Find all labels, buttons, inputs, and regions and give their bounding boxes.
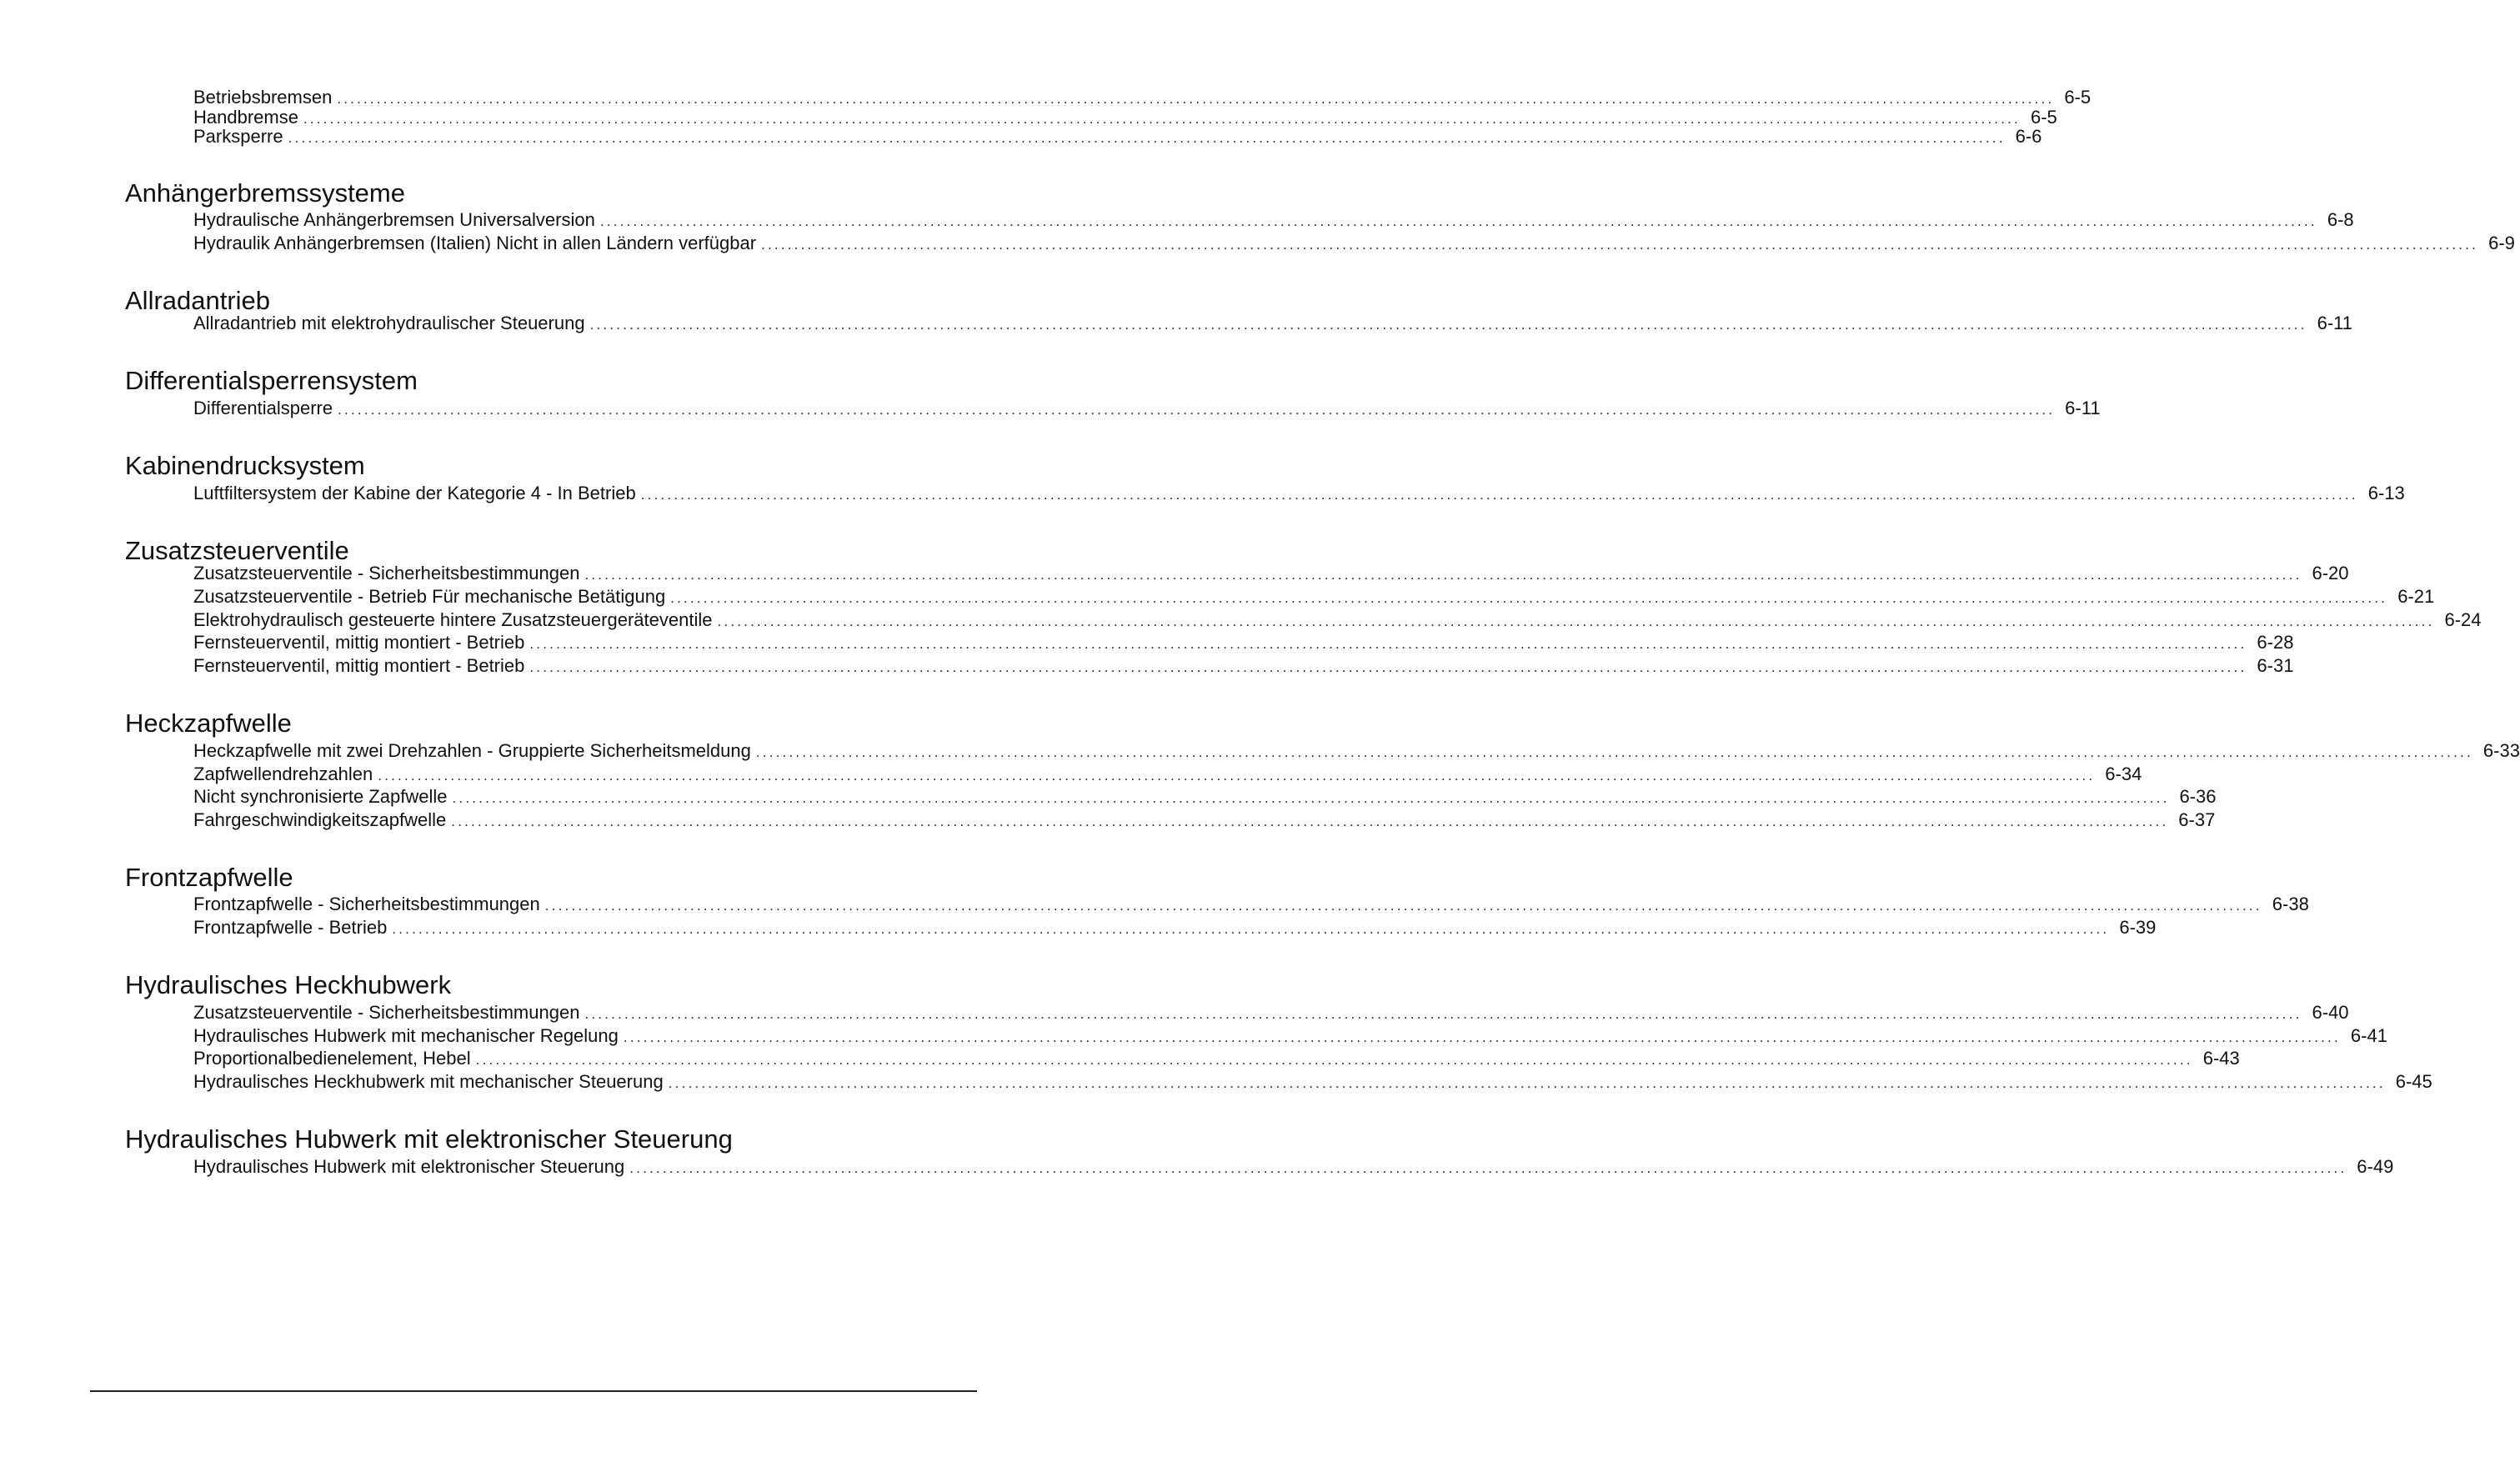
toc-entry-page-number: 6-41 (2350, 1025, 2387, 1046)
toc-entry-label: Hydraulisches Heckhubwerk mit mechanischer Steuerung (193, 1071, 664, 1092)
section-heading: Anhängerbremssysteme (125, 178, 405, 208)
toc-entry-label: Hydraulische Anhängerbremsen Universalversion (193, 209, 595, 230)
toc-entry[interactable] (193, 313, 2353, 334)
toc-entry-page-number: 6-5 (2064, 87, 2092, 108)
dot-leader: .................................................................................................................................................................................................................................................................... (717, 613, 2435, 629)
toc-entry-label: Frontzapfwelle - Sicherheitsbestimmungen (193, 894, 540, 914)
toc-entry[interactable] (193, 563, 2349, 584)
dot-leader: .................................................................................................................................................................................................................................................................... (584, 567, 2302, 583)
toc-entry-page-number: 6-33 (2482, 740, 2520, 761)
toc-entry-page-number: 6-39 (2119, 917, 2157, 938)
toc-entry[interactable] (193, 398, 2101, 419)
dot-leader: .................................................................................................................................................................................................................................................................... (623, 1029, 2341, 1045)
toc-entry[interactable] (193, 233, 2515, 254)
footer-rule (90, 1390, 977, 1392)
toc-entry-label: Betriebsbremsen (193, 87, 333, 108)
dot-leader: .................................................................................................................................................................................................................................................................... (451, 814, 2169, 829)
dot-leader: .................................................................................................................................................................................................................................................................... (755, 744, 2473, 760)
section-heading: Hydraulisches Hubwerk mit elektronischer Steuerung (125, 1124, 733, 1154)
toc-entry-label: Zusatzsteuerventile - Sicherheitsbestimmungen (193, 563, 580, 583)
toc-entry-label: Hydraulik Anhängerbremsen (Italien) Nicht in allen Ländern verfügbar (193, 233, 757, 253)
dot-leader: .................................................................................................................................................................................................................................................................... (640, 487, 2358, 503)
toc-entry[interactable] (193, 764, 2142, 785)
dot-leader: .................................................................................................................................................................................................................................................................... (337, 91, 2055, 107)
dot-leader: .................................................................................................................................................................................................................................................................... (589, 317, 2307, 333)
toc-entry-label: Nicht synchronisierte Zapfwelle (193, 786, 448, 807)
section-heading: Frontzapfwelle (125, 863, 293, 892)
toc-entry-label: Allradantrieb mit elektrohydraulischer Steuerung (193, 313, 585, 333)
toc-entry[interactable] (193, 809, 2216, 831)
dot-leader: .................................................................................................................................................................................................................................................................... (475, 1052, 2193, 1068)
toc-entry-label: Hydraulisches Hubwerk mit mechanischer Regelung (193, 1025, 619, 1046)
toc-entry-page-number: 6-5 (2030, 107, 2057, 128)
toc-entry-label: Fahrgeschwindigkeitszapfwelle (193, 809, 447, 830)
dot-leader: .................................................................................................................................................................................................................................................................... (584, 1006, 2302, 1022)
toc-entry[interactable] (193, 483, 2405, 504)
toc-entry[interactable] (193, 655, 2294, 677)
dot-leader: .................................................................................................................................................................................................................................................................... (629, 1160, 2347, 1176)
toc-entry-page-number: 6-21 (2397, 586, 2435, 607)
toc-entry-page-number: 6-20 (2312, 563, 2349, 583)
toc-entry-page-number: 6-38 (2272, 894, 2309, 914)
toc-entry-page-number: 6-43 (2202, 1048, 2240, 1069)
section-heading: Hydraulisches Heckhubwerk (125, 970, 452, 999)
section-heading: Heckzapfwelle (125, 708, 292, 738)
toc-entry[interactable] (193, 586, 2435, 608)
toc-entry[interactable] (193, 1071, 2432, 1093)
dot-leader: .................................................................................................................................................................................................................................................................... (378, 768, 2096, 784)
dot-leader: .................................................................................................................................................................................................................................................................... (452, 790, 2170, 806)
toc-entry[interactable] (193, 786, 2217, 808)
toc-entry-page-number: 6-28 (2257, 632, 2294, 653)
toc-entry-page-number: 6-13 (2367, 483, 2405, 503)
toc-entry[interactable] (193, 87, 2092, 108)
toc-entry-label: Luftfiltersystem der Kabine der Kategorie 4 - In Betrieb (193, 483, 636, 503)
toc-entry[interactable] (193, 609, 2482, 631)
dot-leader: .................................................................................................................................................................................................................................................................... (544, 898, 2262, 914)
toc-entry-page-number: 6-34 (2105, 764, 2142, 784)
dot-leader: .................................................................................................................................................................................................................................................................... (529, 659, 2247, 675)
toc-entry[interactable] (193, 632, 2294, 653)
toc-entry-page-number: 6-9 (2488, 233, 2515, 253)
section-heading: Allradantrieb (125, 286, 271, 315)
toc-entry-label: Elektrohydraulisch gesteuerte hintere Zusatzsteuergeräteventile (193, 609, 713, 630)
toc-entry-label: Fernsteuerventil, mittig montiert - Betrieb (193, 655, 525, 676)
toc-entry[interactable] (193, 126, 2042, 148)
toc-entry-label: Zusatzsteuerventile - Betrieb Für mechanische Betätigung (193, 586, 666, 607)
section-heading: Differentialsperrensystem (125, 366, 418, 395)
toc-entry-page-number: 6-24 (2444, 609, 2482, 630)
toc-entry-label: Zapfwellendrehzahlen (193, 764, 373, 784)
dot-leader: .................................................................................................................................................................................................................................................................... (303, 111, 2021, 127)
toc-entry-label: Proportionalbedienelement, Hebel (193, 1048, 471, 1069)
dot-leader: .................................................................................................................................................................................................................................................................... (761, 237, 2479, 253)
toc-entry-page-number: 6-49 (2357, 1156, 2394, 1177)
dot-leader: .................................................................................................................................................................................................................................................................... (670, 590, 2388, 606)
toc-entry[interactable] (193, 1156, 2394, 1178)
section-heading: Zusatzsteuerventile (125, 536, 349, 565)
toc-entry[interactable] (193, 894, 2309, 915)
dot-leader: .................................................................................................................................................................................................................................................................... (599, 213, 2317, 229)
dot-leader: .................................................................................................................................................................................................................................................................... (338, 402, 2056, 418)
dot-leader: .................................................................................................................................................................................................................................................................... (529, 636, 2247, 652)
toc-entry[interactable] (193, 740, 2520, 762)
dot-leader: .................................................................................................................................................................................................................................................................... (668, 1075, 2386, 1091)
dot-leader: .................................................................................................................................................................................................................................................................... (288, 130, 2006, 146)
toc-entry-label: Zusatzsteuerventile - Sicherheitsbestimmungen (193, 1002, 580, 1023)
toc-entry[interactable] (193, 1048, 2240, 1069)
toc-entry-page-number: 6-40 (2312, 1002, 2349, 1023)
toc-entry-page-number: 6-36 (2179, 786, 2217, 807)
toc-entry[interactable] (193, 209, 2354, 231)
toc-entry-label: Fernsteuerventil, mittig montiert - Betrieb (193, 632, 525, 653)
toc-entry-page-number: 6-31 (2257, 655, 2294, 676)
toc-entry[interactable] (193, 1025, 2387, 1047)
toc-entry-page-number: 6-11 (2317, 313, 2353, 333)
toc-entry-label: Hydraulisches Hubwerk mit elektronischer Steuerung (193, 1156, 625, 1177)
toc-entry[interactable] (193, 917, 2157, 939)
toc-entry-page-number: 6-37 (2178, 809, 2216, 830)
toc-entry-label: Handbremse (193, 107, 298, 128)
toc-entry-page-number: 6-45 (2395, 1071, 2432, 1092)
toc-entry-label: Frontzapfwelle - Betrieb (193, 917, 388, 938)
toc-entry-label: Differentialsperre (193, 398, 333, 418)
toc-entry-page-number: 6-11 (2065, 398, 2101, 418)
toc-entry-label: Parksperre (193, 126, 283, 147)
toc-entry-page-number: 6-6 (2015, 126, 2042, 147)
toc-entry-page-number: 6-8 (2327, 209, 2354, 230)
section-heading: Kabinendrucksystem (125, 451, 365, 480)
toc-entry[interactable] (193, 1002, 2349, 1024)
toc-entry-label: Heckzapfwelle mit zwei Drehzahlen - Gruppierte Sicherheitsmeldung (193, 740, 751, 761)
dot-leader: .................................................................................................................................................................................................................................................................... (392, 921, 2110, 937)
